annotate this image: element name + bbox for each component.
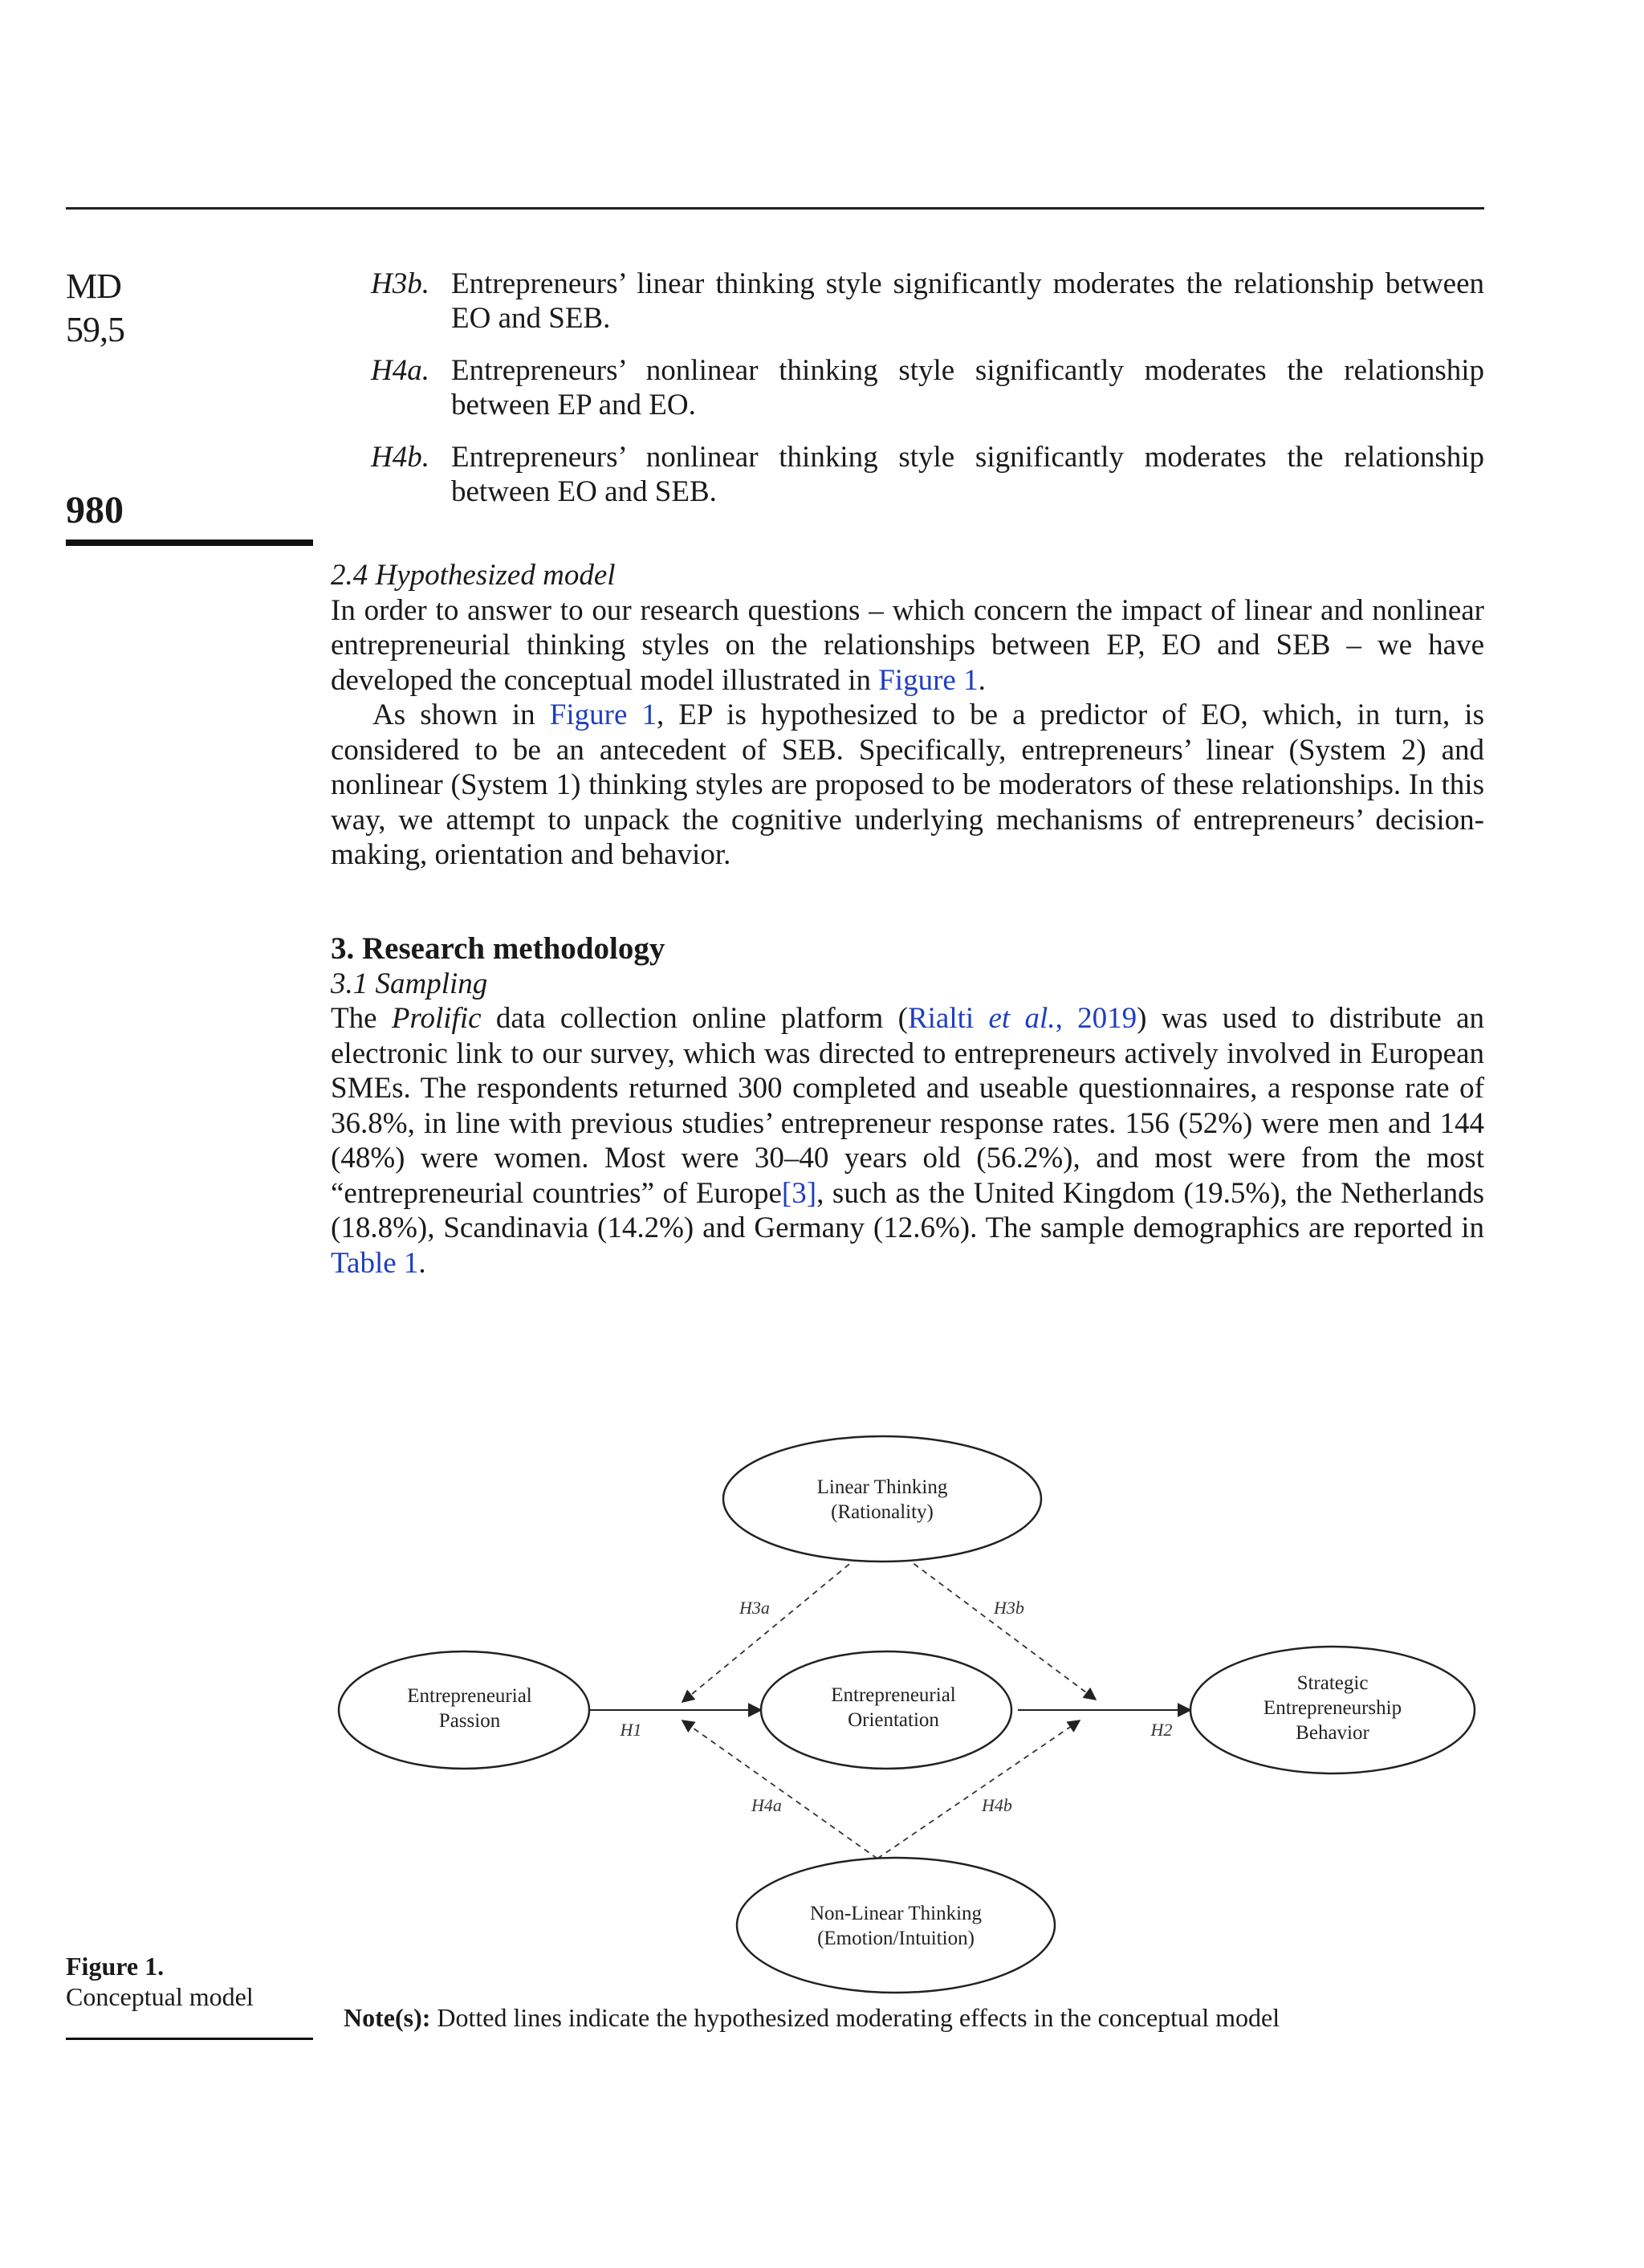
eo-sublabel: Orientation bbox=[848, 1709, 939, 1731]
h1-label: H1 bbox=[620, 1720, 642, 1740]
volume-issue: 59,5 bbox=[66, 310, 124, 349]
hypothesis-id: H4b. bbox=[371, 441, 429, 474]
section-heading: 3. Research methodology bbox=[331, 931, 665, 966]
journal-citation bbox=[66, 265, 124, 352]
journal-abbrev: MD bbox=[66, 267, 121, 306]
text-run: , EP is hypothesized to be a predictor of EO, which, in turn, is considered to be an antecedent of SEB. Specifically, entrepreneurs’ linear (System 2) and nonlinear (System 1) thinking styles are proposed to be moderators of these relationships. In this way, we attempt to unpack the cognitive underlying mechanisms of entrepreneurs’ decision-making, orientation and behavior. bbox=[331, 698, 1484, 871]
seb-label: Strategic bbox=[1296, 1672, 1369, 1694]
text-run: The bbox=[331, 1002, 392, 1035]
section-subheading: 3.1 Sampling bbox=[331, 967, 488, 1000]
linear-thinking-node bbox=[723, 1436, 1041, 1562]
table-1-link[interactable]: Table 1 bbox=[331, 1246, 419, 1280]
h2-label: H2 bbox=[1150, 1720, 1173, 1740]
ep-sublabel: Passion bbox=[438, 1710, 501, 1732]
h3b-label: H3b bbox=[994, 1598, 1024, 1618]
platform-name: Prolific bbox=[391, 1002, 482, 1035]
citation-etal: et al. bbox=[988, 1002, 1056, 1035]
hypothesis-text: Entrepreneurs’ nonlinear thinking style significantly moderates the relationship between EP and EO. bbox=[451, 354, 1484, 421]
citation-year: , 2019 bbox=[1055, 1002, 1137, 1035]
conceptual-model-diagram bbox=[329, 1417, 1501, 2011]
h3a-label: H3a bbox=[739, 1598, 770, 1618]
note-text: Dotted lines indicate the hypothesized moderating effects in the conceptual model bbox=[430, 2003, 1280, 2032]
hypothesis-h3b bbox=[371, 267, 1484, 336]
page-number: 980 bbox=[66, 489, 124, 531]
note-3-link[interactable]: [3] bbox=[781, 1176, 817, 1210]
linear-thinking-label: Linear Thinking bbox=[816, 1476, 948, 1498]
hypothesis-id: H4a. bbox=[371, 354, 429, 387]
hypothesis-h4b bbox=[371, 440, 1484, 509]
text-run: data collection online platform ( bbox=[481, 1002, 908, 1035]
nonlinear-thinking-node bbox=[737, 1858, 1055, 1993]
hypothesis-h4a bbox=[371, 353, 1484, 422]
eo-label: Entrepreneurial bbox=[831, 1684, 956, 1706]
ep-label: Entrepreneurial bbox=[407, 1685, 532, 1707]
h4b-label: H4b bbox=[982, 1795, 1012, 1815]
nonlinear-thinking-sublabel: (Emotion/Intuition) bbox=[817, 1928, 975, 1949]
citation-link[interactable] bbox=[908, 1002, 1137, 1035]
text-run: . bbox=[978, 663, 986, 697]
section-subheading: 2.4 Hypothesized model bbox=[331, 559, 616, 592]
text-run: In order to answer to our research questions – which concern the impact of linear and nonlinear entrepreneurial thinking styles on the relationships between EP, EO and SEB – we have developed the conceptual model illustrated in bbox=[331, 593, 1484, 697]
figure-label: Figure 1. bbox=[66, 1952, 165, 1981]
note-label: Note(s): bbox=[344, 2003, 431, 2032]
figure-note bbox=[344, 2003, 1280, 2033]
citation-author: Rialti bbox=[907, 1002, 989, 1035]
figure-1-link[interactable]: Figure 1 bbox=[878, 663, 979, 697]
figure-title: Conceptual model bbox=[66, 1982, 254, 2011]
text-run: ) was used to distribute an electronic link to our survey, which was directed to entrepreneurs actively involved in European SMEs. The respondents returned 300 completed and useable questionnaires, a response rate of 36.8%, in line with previous studies’ entrepreneur response rates. 156 (52%) were men and 144 (48%) were women. Most were 30–40 years old (56.2%), and most were from the most “entrepreneurial countries” of Europe bbox=[331, 1002, 1484, 1210]
caption-rule bbox=[66, 2038, 313, 2040]
text-run: As shown in bbox=[372, 698, 550, 731]
seb-label-3: Behavior bbox=[1296, 1722, 1369, 1744]
seb-label-2: Entrepreneurship bbox=[1263, 1697, 1402, 1719]
header-rule bbox=[66, 207, 1484, 210]
text-run: , such as the United Kingdom (19.5%), the Netherlands (18.8%), Scandinavia (14.2%) and Germany (12.6%). The sample demographics are reported in bbox=[331, 1176, 1484, 1244]
nonlinear-thinking-label: Non-Linear Thinking bbox=[809, 1903, 983, 1924]
hypothesis-text: Entrepreneurs’ nonlinear thinking style significantly moderates the relationship between EO and SEB. bbox=[451, 441, 1484, 508]
h4a-label: H4a bbox=[751, 1795, 782, 1815]
section-research-methodology bbox=[331, 931, 1484, 1281]
section-hypothesized-model bbox=[331, 558, 1484, 873]
paragraph bbox=[331, 698, 1484, 873]
figure-caption bbox=[66, 1951, 254, 2012]
page-number-rule bbox=[66, 540, 313, 546]
hypothesis-id: H3b. bbox=[371, 267, 429, 300]
figure-1-link[interactable]: Figure 1 bbox=[549, 698, 657, 731]
linear-thinking-sublabel: (Rationality) bbox=[831, 1501, 934, 1523]
paragraph bbox=[331, 593, 1484, 698]
paragraph bbox=[331, 1001, 1484, 1281]
hypothesis-text: Entrepreneurs’ linear thinking style significantly moderates the relationship between EO and SEB. bbox=[451, 267, 1484, 335]
text-run: . bbox=[418, 1246, 426, 1280]
